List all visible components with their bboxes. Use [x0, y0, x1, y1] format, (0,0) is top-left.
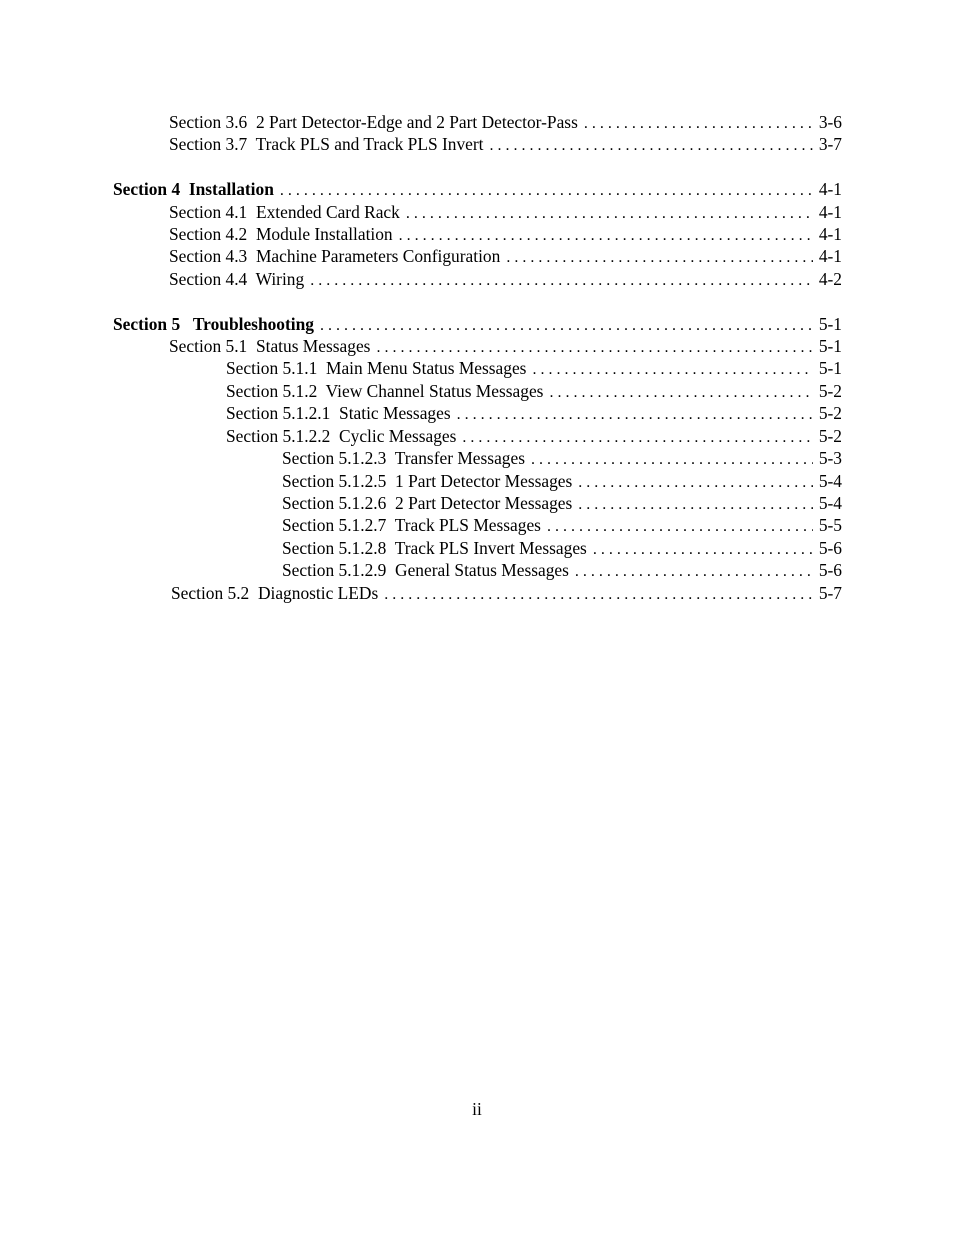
toc-entry-5-1-2-8[interactable] [282, 537, 842, 559]
toc-entry-page: 5-2 [818, 426, 842, 446]
toc-entry-5-1-2-2[interactable] [226, 425, 842, 447]
toc-entry-label: Section 4.2 Module Installation [169, 224, 393, 244]
toc-dot-leader [320, 315, 813, 337]
toc-entry-label: Section 5.2 Diagnostic LEDs [171, 583, 379, 603]
toc-entry-page: 5-5 [818, 515, 842, 535]
toc-entry-label: Section 5.1.1 Main Menu Status Messages [226, 358, 527, 378]
toc-dot-leader [280, 180, 813, 202]
toc-entry-page: 5-6 [818, 560, 842, 580]
toc-dot-leader [462, 427, 812, 449]
toc-entry-label: Section 4.3 Machine Parameters Configuration [169, 246, 501, 266]
toc-dot-leader [457, 404, 813, 426]
toc-entry-label: Section 5.1.2 View Channel Status Messages [226, 381, 544, 401]
toc-entry-4-3[interactable] [169, 245, 842, 267]
toc-dot-leader [549, 382, 812, 404]
toc-entry-5[interactable] [113, 313, 842, 335]
toc-entry-5-1-2[interactable] [226, 380, 842, 402]
toc-entry-5-1-2-1[interactable] [226, 402, 842, 424]
toc-entry-label: Section 5.1.2.5 1 Part Detector Messages [282, 471, 573, 491]
toc-entry-page: 5-6 [818, 538, 842, 558]
toc-entry-page: 4-1 [818, 246, 842, 266]
toc-entry-label: Section 5.1.2.2 Cyclic Messages [226, 426, 457, 446]
toc-entry-5-1-2-3[interactable] [282, 447, 842, 469]
toc-entry-page: 5-3 [818, 448, 842, 468]
toc-entry-5-1-2-6[interactable] [282, 492, 842, 514]
toc-entry-page: 5-2 [818, 381, 842, 401]
toc-entry-label: Section 5 Troubleshooting [113, 314, 314, 334]
toc-entry-4-2[interactable] [169, 223, 842, 245]
toc-entry-page: 3-6 [818, 112, 842, 132]
toc-entry-label: Section 5.1.2.8 Track PLS Invert Messages [282, 538, 587, 558]
toc-entry-5-1-2-9[interactable] [282, 559, 842, 581]
toc-entry-3-7[interactable] [169, 133, 842, 155]
toc-entry-label: Section 5.1.2.3 Transfer Messages [282, 448, 525, 468]
toc-entry-page: 5-2 [818, 403, 842, 423]
toc-dot-leader [584, 113, 813, 135]
toc-dot-leader [506, 247, 813, 269]
toc-entry-page: 5-1 [818, 314, 842, 334]
toc-entry-3-6[interactable] [169, 111, 842, 133]
toc-entry-5-1[interactable] [169, 335, 842, 357]
toc-dot-leader [547, 516, 813, 538]
toc-entry-label: Section 3.6 2 Part Detector-Edge and 2 Part Detector-Pass [169, 112, 578, 132]
toc-entry-page: 4-1 [818, 179, 842, 199]
toc-dot-leader [406, 203, 813, 225]
toc-entry-page: 3-7 [818, 134, 842, 154]
toc-entry-5-2[interactable] [171, 582, 842, 604]
toc-entry-label: Section 5.1 Status Messages [169, 336, 371, 356]
toc-dot-leader [399, 225, 813, 247]
toc-entry-label: Section 4.4 Wiring [169, 269, 305, 289]
toc-entry-page: 5-4 [818, 493, 842, 513]
toc-entry-label: Section 5.1.2.1 Static Messages [226, 403, 451, 423]
toc-dot-leader [376, 337, 812, 359]
toc-dot-leader [578, 472, 813, 494]
toc-entry-page: 5-4 [818, 471, 842, 491]
toc-dot-leader [532, 359, 812, 381]
toc-entry-label: Section 3.7 Track PLS and Track PLS Invert [169, 134, 484, 154]
toc-entry-5-1-2-7[interactable] [282, 514, 842, 536]
toc-entry-5-1-2-5[interactable] [282, 470, 842, 492]
toc-entry-label: Section 4.1 Extended Card Rack [169, 202, 400, 222]
toc-entry-label: Section 4 Installation [113, 179, 274, 199]
toc-entry-4-1[interactable] [169, 201, 842, 223]
toc-entry-label: Section 5.1.2.7 Track PLS Messages [282, 515, 541, 535]
toc-dot-leader [490, 135, 813, 157]
toc-entry-page: 5-7 [818, 583, 842, 603]
toc-entry-label: Section 5.1.2.9 General Status Messages [282, 560, 569, 580]
toc-dot-leader [310, 270, 813, 292]
toc-entry-page: 4-1 [818, 224, 842, 244]
toc-entry-page: 5-1 [818, 336, 842, 356]
toc-entry-label: Section 5.1.2.6 2 Part Detector Messages [282, 493, 573, 513]
toc-entry-page: 4-1 [818, 202, 842, 222]
toc-dot-leader [593, 539, 813, 561]
page-number: ii [472, 1099, 482, 1119]
toc-dot-leader [575, 561, 813, 583]
toc-dot-leader [384, 584, 813, 606]
toc-entry-5-1-1[interactable] [226, 357, 842, 379]
toc-entry-page: 4-2 [818, 269, 842, 289]
toc-entry-page: 5-1 [818, 358, 842, 378]
toc-entry-4[interactable] [113, 178, 842, 200]
toc-entry-4-4[interactable] [169, 268, 842, 290]
toc-dot-leader [531, 449, 813, 471]
toc-dot-leader [578, 494, 813, 516]
